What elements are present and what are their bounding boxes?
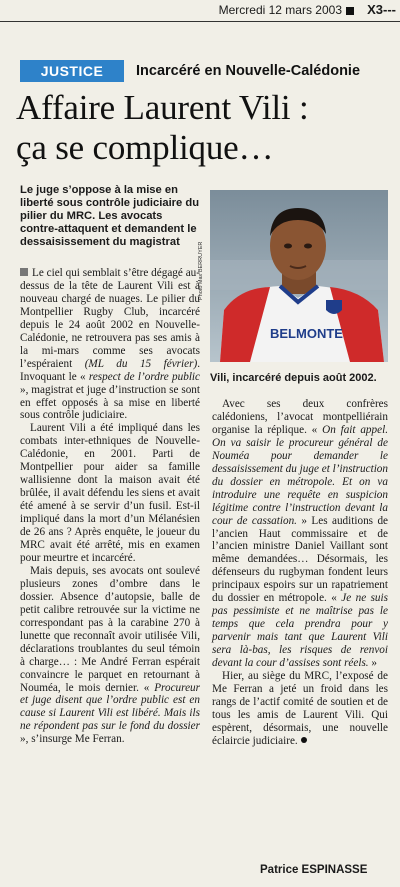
photo-credit: Photo Max BERRUYER — [198, 241, 204, 300]
photo-caption: Vili, incarcéré depuis août 2002. — [210, 372, 377, 384]
paragraph-3: Mais depuis, ses avocats ont soulevé plusieurs zones d’ombre dans le dossier. Absence d’autopsie, balle de petit calibre retrouvée sur la victime ne correspondant pas à la carabine 270 à lunette que reconnaît avoir utilisée Vili, déclarations troublantes du seul témoin à charge… : Me André Ferran espérait convaincre le parquet en retournant à Nouméa, le mois dernier. « Procureur et juge disent que l’ordre public est en cause si Laurent Vili est libéré. Mais ils ne répondent pas sur le fond du dossier », s’insurge Me Ferran. — [20, 564, 200, 746]
paragraph-5: Hier, au siège du MRC, l’exposé de Me Ferran a jeté un froid dans les rangs de l’actif comité de soutien et de tous les amis de Laurent Vili. Qui espèrent, désormais, une nouvelle éclaircie judiciaire. — [212, 670, 388, 747]
article-kicker: Incarcéré en Nouvelle-Calédonie — [136, 63, 361, 79]
dateline — [0, 0, 400, 22]
paragraph-2: Laurent Vili a été impliqué dans les combats inter-ethniques de Nouvelle-Calédonie, en 2001. Parti de Montpellier pour aider sa famille wallisienne dont la maison avait été brûlée, il avait défendu les siens et avait été amené à se servir d’un fusil. Est-il impliqué dans la mort d’un Mélanésien de 26 ans ? Après enquête, le joueur du MRC avait été arrêté, mis en examen pour meurtre et incarcéré. — [20, 422, 200, 564]
square-bullet-icon — [346, 7, 354, 15]
author-byline: Patrice ESPINASSE — [260, 864, 368, 876]
headline-line-1: Affaire Laurent Vili : — [16, 88, 309, 127]
publication-date: Mercredi 12 mars 2003 — [218, 3, 342, 17]
paragraph-4: Avec ses deux confrères calédoniens, l’avocat montpelliérain organise la réplique. « On fait appel. On va saisir le procureur général de Nouméa pour demander le dessaisissement du juge et l’instruction du dossier en métropole. Et on va introduire une requête en suspicion légitime contre l’instruction devant la cour de cassation. » Les auditions de l’ancien Haut commissaire et de l’ancien ministre Daniel Vaillant sont même demandées… Désormais, les défenseurs du rugbyman fondent leurs principaux espoirs sur un rapatriement du dossier en métropole. « Je ne suis pas pessimiste et ne maîtrise pas le temps que cela prendra pour y parvenir mais tant que Laurent Vili sera là-bas, les risques de renvoi devant la cour d’assises sont réels. » — [212, 398, 388, 670]
section-rubric: JUSTICE — [20, 60, 124, 82]
article-column-2 — [212, 398, 388, 748]
headline-line-2: ça se complique… — [16, 128, 274, 167]
paragraph-1: Le ciel qui semblait s’être dégagé au-dessus de la tête de Laurent Vili est à nouveau chargé de nuages. Le pilier du Montpellier Rugby Club, incarcéré depuis le 24 août 2002 en Nouvelle-Calédonie, ne retrouvera pas ses amis à la mi-mars comme ses avocats l’espéraient (ML du 15 février). Invoquant le « respect de l’ordre public », magistrat et juge d’instruction se sont en effet opposés à sa mise en liberté sous contrôle judiciaire. — [20, 267, 200, 422]
page-number: X3--- — [367, 2, 396, 17]
article-lead: Le juge s’oppose à la mise en liberté sous contrôle judiciaire du pilier du MRC. Les avocats contre-attaquent et demandent le dessaisissement du magistrat — [20, 184, 200, 248]
end-mark-icon — [301, 737, 307, 743]
player-illustration — [210, 190, 388, 362]
square-bullet-icon — [20, 268, 28, 276]
jersey-sponsor: BELMONTE — [270, 326, 343, 341]
headline — [16, 88, 396, 168]
player-photo — [210, 190, 388, 362]
article-column-1 — [20, 267, 200, 746]
